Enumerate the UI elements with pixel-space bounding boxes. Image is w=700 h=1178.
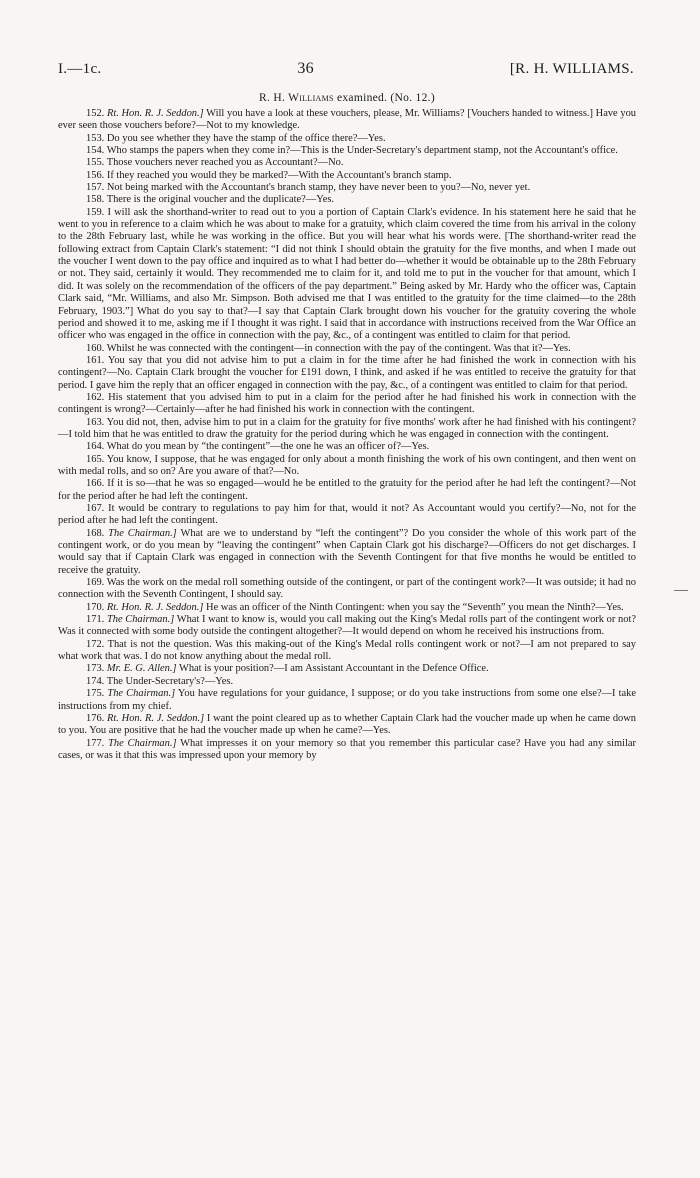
question-paragraph: [58, 355, 636, 392]
question-text: Who stamps the papers when they come in?—This is the Under-Secretary's department stamp, not the Accountant's office.: [106, 145, 618, 157]
question-number: 161.: [86, 354, 108, 366]
question-text: His statement that you advised him to put in a claim for the period after he had finished his work in connection with the contingent is wrong?—Certainly—after he had finished his work in connection with the contingent.: [58, 391, 637, 416]
question-number: 156.: [86, 169, 107, 181]
question-number: 175.: [86, 688, 108, 700]
question-text: There is the original voucher and the duplicate?—Yes.: [106, 194, 335, 206]
question-number: 177.: [86, 737, 109, 749]
question-paragraph: [58, 207, 636, 343]
question-paragraph: [58, 738, 636, 763]
question-paragraph: [58, 108, 636, 133]
question-text: You know, I suppose, that he was engaged for only about a month finishing the work of his own contingent, and then went on with medal rolls, and so on? Are you aware of that?—No.: [58, 453, 636, 477]
question-paragraph: [58, 663, 636, 675]
question-paragraph: [58, 417, 636, 442]
question-paragraph: [58, 392, 636, 417]
question-number: 171.: [86, 614, 107, 626]
question-number: 174.: [86, 675, 107, 687]
question-number: 165.: [86, 453, 107, 465]
question-paragraph: [58, 639, 636, 664]
question-paragraph: [58, 614, 636, 639]
question-number: 166.: [86, 478, 108, 490]
question-text: What impresses it on your memory so that you remember this particular case? Have you had any similar cases, or was it that this was impressed upon your memory by: [58, 737, 637, 761]
question-paragraph: [58, 478, 636, 503]
question-number: 162.: [86, 391, 109, 403]
speaker-label: Mr. E. G. Allen.]: [106, 663, 177, 675]
question-text: If it is so—that he was so engaged—would he be entitled to the gratuity for the period after he had left the contingent?—Not for the period after he had left the contingent.: [58, 478, 636, 502]
evidence-body: [58, 108, 636, 762]
question-paragraph: [58, 145, 636, 157]
question-text: That is not the question. Was this making-out of the King's Medal rolls contingent work or not?—I am not prepared to say what work that was. I do not know anything about the medal roll.: [58, 638, 637, 663]
question-text: Whilst he was connected with the contingent—in connection with the pay of the contingent. Was that it?—Yes.: [106, 342, 571, 354]
question-paragraph: [58, 157, 636, 169]
question-text: I want the point cleared up as to whether Captain Clark had the voucher made up when he came down to you. You are positive that he had the voucher made up when he came?—Yes.: [58, 712, 637, 737]
question-paragraph: [58, 343, 636, 355]
question-number: 167.: [86, 503, 109, 514]
question-number: 160.: [86, 342, 107, 354]
question-text: It would be contrary to regulations to pay him for that, would it not? As Accountant would you certify?—No, not for the period after he had left the contingent.: [58, 503, 636, 527]
question-number: 164.: [86, 441, 107, 453]
question-number: 157.: [86, 182, 107, 194]
speaker-label: Rt. Hon. R. J. Seddon.]: [107, 712, 205, 724]
page-number: 36: [297, 60, 314, 77]
question-number: 153.: [86, 132, 107, 144]
question-paragraph: [58, 133, 636, 145]
question-text: What do you mean by “the contingent”—the one he was an officer of?—Yes.: [106, 441, 430, 453]
question-paragraph: [58, 676, 636, 688]
question-paragraph: [58, 441, 636, 453]
question-number: 163.: [86, 416, 107, 428]
question-number: 169.: [86, 577, 107, 589]
question-number: 173.: [86, 663, 107, 675]
question-number: 154.: [86, 145, 107, 157]
question-paragraph: [58, 170, 636, 182]
question-text: You say that you did not advise him to put a claim in for the time after he had finished the work in connection with his contingent?—No. Captain Clark brought the voucher for £191 down, I think, and asked if he was entitled to receive the gratuity for that period. I gave him the reply that an officer engaged in connection with the pay, &c., of a contingent was entitled to claim for that period.: [58, 354, 636, 391]
question-number: 155.: [86, 157, 107, 169]
speaker-label: The Chairman.]: [108, 527, 177, 539]
margin-dash: [674, 590, 688, 591]
question-text: He was an officer of the Ninth Contingent: when you say the “Seventh” you mean the Ninth?—Yes.: [203, 601, 624, 613]
witness-heading: [58, 92, 636, 104]
question-text: Will you have a look at these vouchers, please, Mr. Williams? [Vouchers handed to witness.] Have you ever seen those vouchers before?—Not to my knowledge.: [58, 108, 637, 132]
question-text: Do you see whether they have the stamp of the office there?—Yes.: [106, 132, 386, 144]
header-left: I.—1c.: [58, 61, 102, 77]
question-number: 152.: [86, 108, 107, 119]
question-text: What are we to understand by “left the contingent”? Do you consider the whole of this work part of the contingent work, or do you mean by “leaving the contingent” when Captain Clark got his discharge?—Officers do not get discharges. I would say that if Captain Clark was engaged in connection with the Seventh Contingent for that five months he would be entitled to receive the gratuity.: [58, 527, 636, 576]
question-text: Not being marked with the Accountant's branch stamp, they have never been to you?—No, never yet.: [106, 182, 531, 194]
question-number: 168.: [86, 527, 109, 539]
question-text: Those vouchers never reached you as Accountant?—No.: [106, 157, 344, 169]
question-text: I will ask the shorthand-writer to read out to you a portion of Captain Clark's evidence. In his statement here he said that he went to you in reference to a claim which he was about to make for a gratuity, which claim covered the time from his arrival in the colony to the 28th February last, while he was working in the office. But you will hear what his words were. [The shorthand-writer read the following extract from Captain Clark's statement: “I did not think I should obtain the gratuity for the five months, and when I made out the voucher I went down to the pay office and inquired as to what I had better do—whether it would be obtainable up to the 28th February or not. They said, certainly it would. They recommended me to claim for it, and told me to put in the voucher for that amount, which I did. It was solely on the recommendation of the officers of the pay department.” Being asked by Mr. Hardy who the officer was, Captain Clark said, “Mr. Williams, and also Mr. Simpson. Both advised me that I was entitled to the gratuity for the time claimed—to the 28th February, 1903.”] What do you say to that?—I say that Captain Clark brought down his voucher for the gratuity covering the whole period and showed it to me, asking me if I thought it was right. I said that in accordance with instructions received from the War Office an officer who was engaged in the office in connection with the pay, &c., of a contingent was entitled to claim for that period.: [58, 206, 636, 342]
question-paragraph: [58, 454, 636, 479]
question-text: You have regulations for your guidance, I suppose; or do you take instructions from some one else?—I take instructions from my chief.: [58, 688, 637, 712]
speaker-label: The Chairman.]: [108, 737, 177, 749]
question-text: You did not, then, advise him to put in a claim for the gratuity for five months' work after he had finished with his contingent?—I told him that he was entitled to draw the gratuity for the period during which he was engaged in connection with the contingent.: [58, 416, 636, 440]
question-text: The Under-Secretary's?—Yes.: [106, 675, 234, 687]
question-text: What is your position?—I am Assistant Accountant in the Defence Office.: [176, 663, 489, 675]
question-paragraph: [58, 503, 636, 528]
question-number: 176.: [86, 712, 108, 724]
question-text: What I want to know is, would you call making out the King's Medal rolls part of the contingent work or not? Was it connected with some body outside the contingent altogether?—It would depend on whom he received his instructions from.: [58, 614, 636, 638]
speaker-label: Rt. Hon. R. J. Seddon.]: [106, 601, 204, 613]
speaker-label: The Chairman.]: [106, 614, 175, 626]
witness-heading-rest: examined. (No. 12.): [333, 92, 435, 104]
question-paragraph: [58, 713, 636, 738]
question-number: 170.: [86, 601, 107, 613]
witness-name: R. H. Williams: [259, 92, 334, 104]
question-text: If they reached you would they be marked?—With the Accountant's branch stamp.: [106, 169, 452, 181]
question-paragraph: [58, 182, 636, 194]
question-text: Was the work on the medal roll something outside of the contingent, or part of the contingent work?—It was outside; it had no connection with the Seventh Contingent, I should say.: [58, 577, 637, 601]
question-paragraph: [58, 688, 636, 713]
question-number: 172.: [86, 638, 108, 650]
header-right: [R. H. WILLIAMS.: [509, 61, 634, 77]
question-number: 159.: [86, 206, 108, 218]
question-paragraph: [58, 194, 636, 206]
question-paragraph: [58, 528, 636, 577]
speaker-label: The Chairman.]: [107, 688, 176, 700]
page-header: [58, 60, 634, 78]
question-paragraph: [58, 602, 636, 614]
question-paragraph: [58, 577, 636, 602]
question-number: 158.: [86, 194, 107, 206]
speaker-label: Rt. Hon. R. J. Seddon.]: [106, 108, 204, 119]
